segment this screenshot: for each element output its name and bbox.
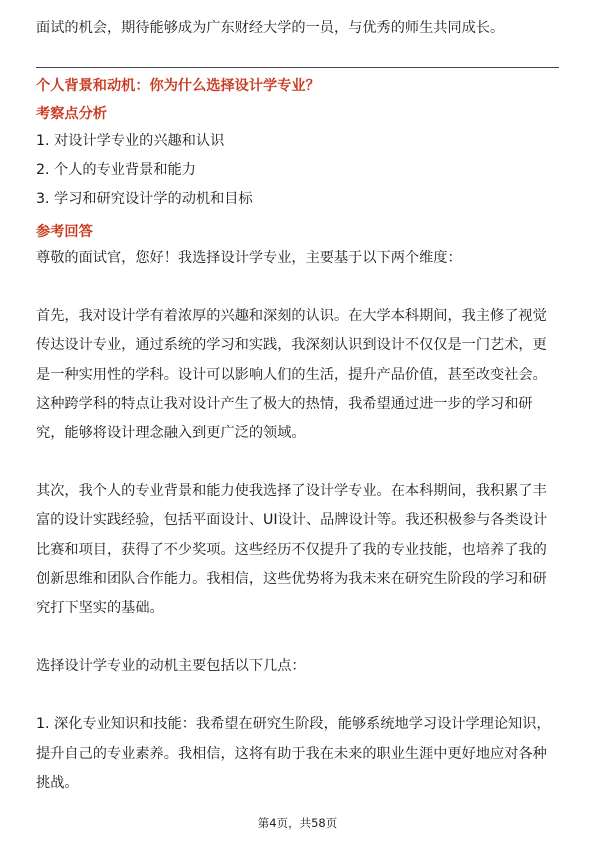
paragraph-line: 创新思维和团队合作能力。我相信，这些优势将为我未来在研究生阶段的学习和研	[36, 571, 547, 587]
motive-intro: 选择设计学专业的动机主要包括以下几点：	[36, 658, 306, 674]
paragraph-line: 是一种实用性的学科。设计可以影响人们的生活，提升产品价值，甚至改变社会。	[36, 367, 547, 383]
paragraph-line: 挑战。	[36, 775, 79, 791]
analysis-point: 2. 个人的专业背景和能力	[36, 162, 196, 178]
intro-text: 面试的机会，期待能够成为广东财经大学的一员，与优秀的师生共同成长。	[36, 20, 505, 36]
question-title: 个人背景和动机：你为什么选择设计学专业？	[36, 78, 320, 94]
answer-greeting: 尊敬的面试官，您好！我选择设计学专业，主要基于以下两个维度：	[36, 250, 462, 266]
paragraph-line: 提升自己的专业素养。我相信，这将有助于我在未来的职业生涯中更好地应对各种	[36, 746, 547, 762]
section-divider	[36, 67, 559, 68]
paragraph-line: 首先，我对设计学有着浓厚的兴趣和深刻的认识。在大学本科期间，我主修了视觉	[36, 308, 547, 324]
paragraph-line: 富的设计实践经验，包括平面设计、UI设计、品牌设计等。我还积极参与各类设计	[36, 512, 548, 528]
analysis-heading: 考察点分析	[36, 106, 107, 122]
paragraph-line: 传达设计专业，通过系统的学习和实践，我深刻认识到设计不仅仅是一门艺术，更	[36, 337, 547, 353]
paragraph-line: 比赛和项目，获得了不少奖项。这些经历不仅提升了我的专业技能，也培养了我的	[36, 542, 547, 558]
paragraph-line: 1. 深化专业知识和技能：我希望在研究生阶段，能够系统地学习设计学理论知识，	[36, 716, 551, 732]
paragraph-line: 究，能够将设计理念融入到更广泛的领域。	[36, 425, 306, 441]
paragraph-line: 这种跨学科的特点让我对设计产生了极大的热情，我希望通过进一步的学习和研	[36, 396, 533, 412]
answer-heading: 参考回答	[36, 224, 93, 240]
analysis-point: 3. 学习和研究设计学的动机和目标	[36, 191, 253, 207]
page-number: 第4页，共58页	[257, 816, 338, 830]
paragraph-line: 究打下坚实的基础。	[36, 600, 164, 616]
paragraph-line: 其次，我个人的专业背景和能力使我选择了设计学专业。在本科期间，我积累了丰	[36, 483, 547, 499]
analysis-point: 1. 对设计学专业的兴趣和认识	[36, 133, 225, 149]
